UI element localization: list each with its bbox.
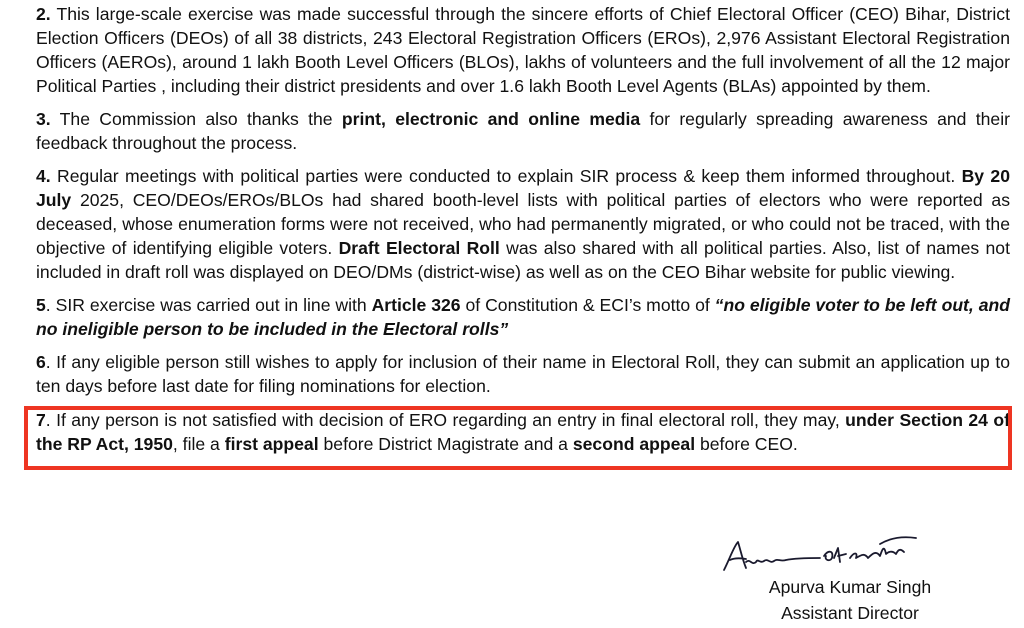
paragraph-text-segment: The Commission also thanks the [50,109,342,129]
red-highlight-box [24,406,1012,470]
handwritten-signature [720,528,930,578]
paragraph-text-segment: print, electronic and online media [341,109,641,129]
paragraph-text-segment: , file a [172,434,225,454]
paragraph-number: 7 [36,410,46,430]
paragraph-text-segment: . If any person is not satisfied with decision of ERO regarding an entry in final electoral roll, they may, [45,410,846,430]
paragraph-2 [36,2,1010,98]
paragraph-text-segment: was also shared with all political parties. Also, list of names not included in draft roll was displayed on DEO/DMs (district-wise) as well as on the CEO Bihar website for public viewing. [36,238,1010,282]
paragraph-number: 2. [36,4,51,24]
paragraph-text-segment: 2025, CEO/DEOs/EROs/BLOs had shared booth-level lists with political parties of electors who were reported as deceased, whose enumeration forms were not received, who had permanently migrated, or who could not be traced, with the objective of identifying eligible voters. [36,190,1010,258]
paragraph-text-segment: for regularly spreading awareness and their feedback throughout the process. [36,109,1010,153]
paragraph-text-segment: . SIR exercise was carried out in line with [45,295,372,315]
paragraph-text-segment: Article 326 [371,295,461,315]
document-body [36,2,1010,465]
paragraph-text-segment: Regular meetings with political parties were conducted to explain SIR process & keep them informed throughout. [50,166,962,186]
paragraph-text-segment: “no eligible voter to be left out, and no ineligible person to be included in the Electoral rolls” [36,295,1010,339]
signatory-title: Assistant Director [781,603,919,623]
paragraph-text-segment: of Constitution & ECI’s motto of [460,295,715,315]
paragraph-number: 6 [36,352,46,372]
paragraph-text-segment: Draft Electoral Roll [338,238,500,258]
paragraph-6-highlighted [36,350,1010,398]
paragraph-5 [36,293,1010,341]
paragraph-text-segment: before District Magistrate and a [318,434,573,454]
paragraph-number: 5 [36,295,46,315]
paragraph-text-segment: By 20 July [36,166,1010,210]
paragraph-text-segment: This large-scale exercise was made successful through the sincere efforts of Chief Electoral Officer (CEO) Bihar, District Election Officers (DEOs) of all 38 districts, 243 Electoral Registration Officers (EROs), 2,976 Assistant Electoral Registration Officers (AEROs), around 1 lakh Booth Level Officers (BLOs), lakhs of volunteers and the full involvement of all the 12 major Political Parties , including their district presidents and over 1.6 lakh Booth Level Agents (BLAs) appointed by them. [36,4,1010,96]
paragraph-number: 4. [36,166,51,186]
paragraph-text-segment: under Section 24 of the RP Act, 1950 [36,410,1010,454]
paragraph-3 [36,107,1010,155]
paragraph-4 [36,164,1010,284]
paragraph-text-segment: before CEO. [695,434,798,454]
paragraph-text-segment: first appeal [224,434,319,454]
paragraph-text-segment: second appeal [572,434,696,454]
paragraph-text-segment: . If any eligible person still wishes to apply for inclusion of their name in Electoral Roll, they can submit an application up to ten days before last date for filing nominations for election. [36,352,1010,396]
paragraph-number: 3. [36,109,51,129]
signatory-name: Apurva Kumar Singh [768,577,932,597]
